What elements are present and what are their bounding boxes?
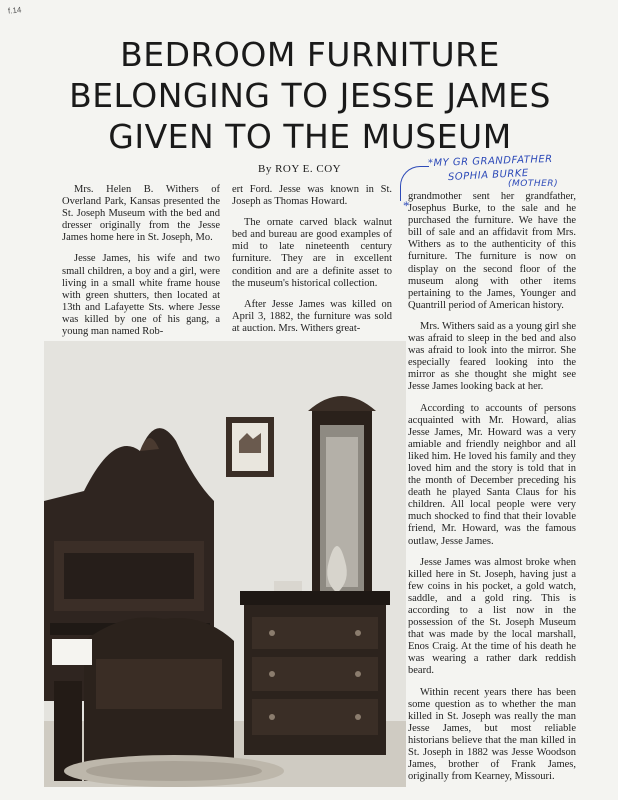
handwritten-asterisk: *: [403, 198, 410, 213]
paragraph: Jesse James, his wife and two small children, a boy and a girl, were living in a small white frame house with green shutters, then located at 13th and Lafayette Sts. where Jesse was killed by one of his gang, a young man named Rob-: [62, 253, 220, 338]
furniture-photo-illustration: [44, 341, 406, 787]
paragraph: The ornate carved black walnut bed and bureau are good examples of mid to late nineteenth century furniture. They are in excellent condition and are a definite asset to the museum's historical collection.: [232, 217, 392, 289]
paragraph: ert Ford. Jesse was known in St. Joseph as Thomas Howard.: [232, 184, 392, 208]
article-column-3: [408, 191, 576, 792]
handwritten-note-line: *MY GR GRANDFATHER: [427, 153, 553, 170]
paragraph: According to accounts of persons acquainted with Mr. Howard, alias Jesse James, Mr. Howard was a very amiable and friendly neighbor and all liked him. He loved his family and they loved him and the story is told that in the month of December preceding his death he played Santa Claus for his children. All local people were very much shocked to find that their lovable friend, Mr. Howard, was the famous outlaw, Jesse James.: [408, 402, 576, 547]
headline-line: GIVEN TO THE MUSEUM: [108, 117, 512, 156]
paragraph: Within recent years there has been some question as to whether the man killed in St. Joseph was really the man Jesse James, but most reliable historians believe that the man killed in St. Joseph in 1882 was Jesse Woodson James, brother of Frank James, originally from Kearney, Missouri.: [408, 686, 576, 783]
headline: [60, 34, 560, 157]
paragraph: Jesse James was almost broke when killed here in St. Joseph, having just a few coins in his pocket, a gold watch, saddle, and a gold ring. This is according to a list now in the possession of the St. Joseph Museum that was made by the local marshall, Enos Craig. At the time of his death he was wearing a rather dark reddish beard.: [408, 556, 576, 677]
paragraph: After Jesse James was killed on April 3, 1882, the furniture was sold at auction. Mrs. Withers great-: [232, 298, 392, 334]
page-mark: f.14: [7, 5, 22, 16]
byline: By ROY E. COY: [258, 163, 342, 175]
handwritten-note-line: (MOTHER): [508, 179, 559, 189]
furniture-photo: [44, 341, 406, 787]
paragraph: Mrs. Withers said as a young girl she was afraid to sleep in the bed and also was afraid to look into the mirror. She especially feared looking into the mirror as she thought she might see Jesse James looking back at her.: [408, 320, 576, 393]
article-column-1: [62, 184, 220, 347]
paragraph: grandmother sent her grandfather, Josephus Burke, to the sale and he purchased the furniture. We have the bill of sale and an affidavit from Mrs. Withers as to the authenticity of this furniture. The furniture is now on display on the second floor of the museum along with other items pertaining to the James, Younger and Quantrill period of American history.: [408, 191, 576, 311]
paragraph: Mrs. Helen B. Withers of Overland Park, Kansas presented the St. Joseph Museum with the bed and dresser originally from the Jesse James home here in St. Joseph, Mo.: [62, 184, 220, 244]
headline-line: BEDROOM FURNITURE: [120, 35, 500, 74]
handwritten-note-line: SOPHIA BURKE: [447, 167, 529, 184]
headline-line: BELONGING TO JESSE JAMES: [69, 76, 551, 115]
article-column-2: [232, 184, 392, 344]
